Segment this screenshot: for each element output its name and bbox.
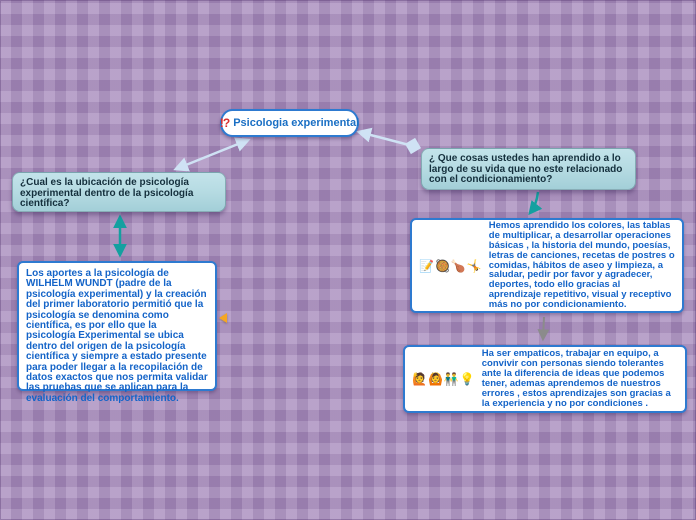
- question-node-left[interactable]: [12, 172, 226, 212]
- answer-node-left-wundt[interactable]: [17, 261, 217, 404]
- connector-root-to-left-question[interactable]: [176, 140, 248, 169]
- answer-node-right-bottom-teamwork[interactable]: [403, 345, 687, 413]
- answer-right-bottom-text: Ha ser empaticos, trabajar en equipo, a convivir con personas siendo tolerantes ante la diferencia de ideas que podemos tener, ademas aprendemos de nuestros errores , estos aprendizajes son gracias a la experiencia y no por condiciones .: [481, 348, 671, 409]
- question-node-right[interactable]: [421, 148, 636, 190]
- answer-right-top-text: Hemos aprendido los colores, las tablas de multiplicar, a desarrollar operaciones básicas , la historia del mundo, poesías, letras de canciones, recetas de postres o comidas, hábitos de aseo y limpieza, a saludar, pedir por favor y agradecer, deportes, todo ello gracias al aprendizaje repetitivo, visual y receptivo más no por condicionamiento.: [488, 220, 675, 311]
- connector-right-question-to-right-answer[interactable]: [530, 192, 538, 213]
- collapsed-branch-indicator[interactable]: [219, 313, 227, 323]
- root-node-label: Psicologia experimental: [233, 117, 360, 129]
- interrobang-icon: !?: [219, 116, 230, 130]
- root-node-psicologia-experimental[interactable]: [220, 109, 359, 137]
- answer-node-right-top-learning[interactable]: [410, 218, 684, 313]
- question-right-text: ¿ Que cosas ustedes han aprendido a lo largo de su vida que no este relacionado con el condicionamiento?: [429, 153, 623, 186]
- learning-emoji-icons: 📝🥘🍗🤸: [419, 258, 483, 273]
- question-left-text: ¿Cual es la ubicación de psicología experimental dentro de la psicología científica?: [20, 177, 194, 210]
- teamwork-emoji-icons: 🙋🙆👬💡: [412, 372, 476, 386]
- answer-left-text: Los aportes a la psicología de WILHELM WUNDT (padre de la psicología experimental) y la creación del primer laboratorio permitió que la psicología se denomina como científica, es por ello que la psicología Experimental se ubica dentro del origen de la psicología científica y siempre a estado presente para poder llegar a la recopilación de datos exactos que nos permita validar las pruebas que se aplican para la evaluación del comportamiento.: [26, 268, 208, 404]
- connector-root-to-right-question[interactable]: [359, 132, 413, 146]
- connector-right-answers[interactable]: [543, 317, 544, 339]
